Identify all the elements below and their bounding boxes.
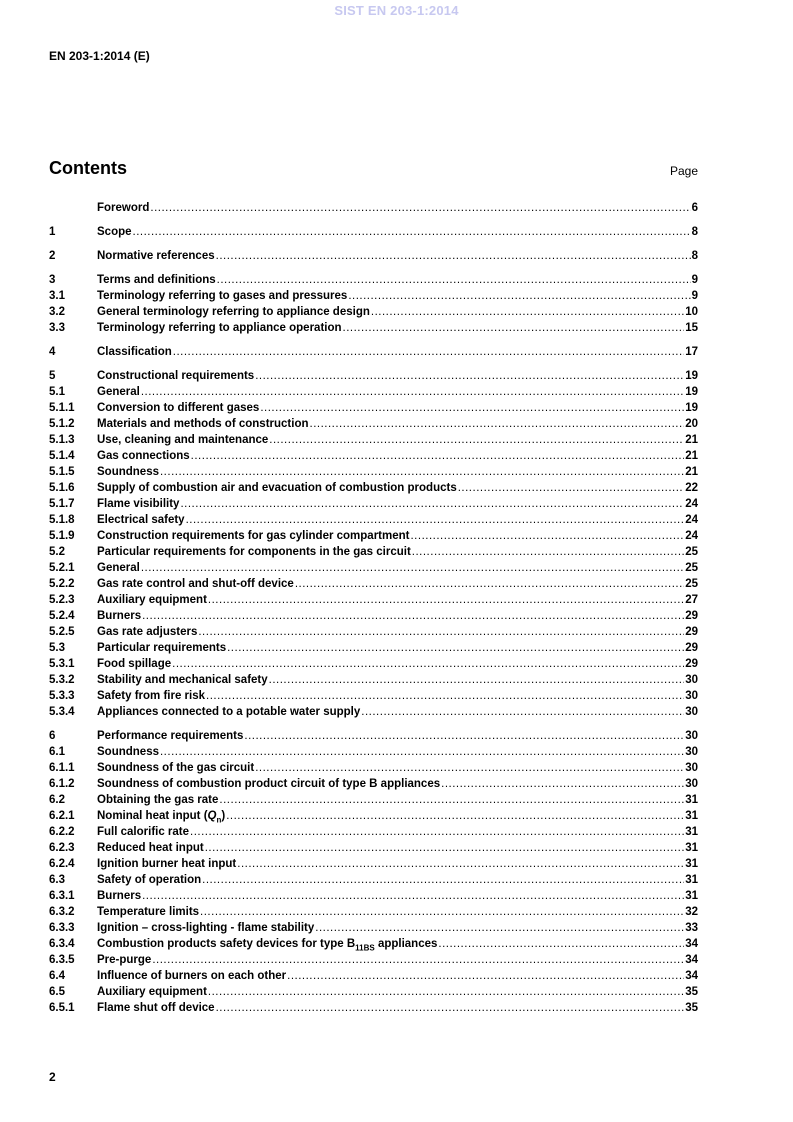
toc-entry-number: 5.1.1: [49, 402, 75, 414]
toc-entry-title: Foreword: [97, 202, 150, 214]
toc-leader-dots: [205, 840, 685, 856]
toc-entry-page: 24: [685, 498, 698, 510]
toc-entry-title: Scope: [97, 226, 132, 238]
toc-leader-dots: [160, 464, 684, 480]
toc-entry-title: Performance requirements: [97, 730, 244, 742]
toc-entry-title: Soundness of combustion product circuit of type B appliances: [97, 778, 441, 790]
toc-entry-5-2-1[interactable]: [49, 560, 698, 576]
toc-leader-dots: [287, 968, 684, 984]
toc-entry-page: 21: [685, 450, 698, 462]
toc-entry-number: 5.2.1: [49, 562, 75, 574]
toc-entry-page: 19: [685, 370, 698, 382]
toc-entry-page: 25: [685, 546, 698, 558]
toc-entry-title: Nominal heat input $(Q_n)$: [97, 810, 226, 825]
toc-leader-dots: [216, 1000, 685, 1016]
toc-entry-number: 5.1.3: [49, 434, 75, 446]
toc-entry-page: 27: [685, 594, 698, 606]
toc-entry-page: 30: [685, 690, 698, 702]
toc-leader-dots: [269, 672, 685, 688]
toc-entry-title: Constructional requirements: [97, 370, 255, 382]
toc-entry-5-1-5[interactable]: [49, 464, 698, 480]
toc-entry-page: 35: [685, 986, 698, 998]
toc-leader-dots: [348, 288, 690, 304]
toc-entry-number: 6.2: [49, 794, 65, 806]
toc-entry-number: 5.2.3: [49, 594, 75, 606]
toc-entry-6-2-3[interactable]: [49, 840, 698, 856]
toc-entry-number: 2: [49, 250, 56, 262]
toc-entry-page: 17: [685, 346, 698, 358]
toc-entry-number: 5.2: [49, 546, 65, 558]
toc-entry-number: 5.1.6: [49, 482, 75, 494]
toc-leader-dots: [458, 480, 684, 496]
toc-entry-title: Reduced heat input: [97, 842, 204, 854]
toc-entry-title: Classification: [97, 346, 172, 358]
toc-leader-dots: [441, 776, 684, 792]
toc-leader-dots: [142, 608, 684, 624]
toc-leader-dots: [206, 688, 684, 704]
page-number: 2: [49, 1070, 56, 1084]
toc-entry-title: Materials and methods of construction: [97, 418, 309, 430]
toc-entry-page: 21: [685, 434, 698, 446]
toc-entry-number: 5: [49, 370, 56, 382]
toc-leader-dots: [172, 656, 684, 672]
toc-entry-number: 6.2.2: [49, 826, 75, 838]
toc-entry-number: 3.1: [49, 290, 65, 302]
toc-entry-number: 5.1.5: [49, 466, 75, 478]
toc-entry-title: Gas rate control and shut-off device: [97, 578, 294, 590]
toc-entry-number: 5.1: [49, 386, 65, 398]
document-id: EN 203-1:2014 (E): [49, 49, 150, 63]
toc-entry-title: Auxiliary equipment: [97, 986, 207, 998]
toc-entry-6-2-4[interactable]: [49, 856, 698, 872]
toc-entry-6-3-4[interactable]: [49, 936, 698, 952]
toc-entry-page: 21: [685, 466, 698, 478]
toc-entry-title: General: [97, 386, 140, 398]
toc-entry-5-3-4[interactable]: [49, 704, 698, 720]
toc-entry-page: 9: [691, 290, 698, 302]
toc-entry-5-1-7[interactable]: [49, 496, 698, 512]
toc-entry-title: Appliances connected to a potable water supply: [97, 706, 361, 718]
toc-entry-page: 31: [685, 874, 698, 886]
toc-entry-6[interactable]: [49, 728, 698, 744]
toc-entry-number: 3.2: [49, 306, 65, 318]
toc-entry-5-3-1[interactable]: [49, 656, 698, 672]
toc-leader-dots: [343, 320, 685, 336]
toc-entry-page: 32: [685, 906, 698, 918]
toc-entry-3-1[interactable]: [49, 288, 698, 304]
toc-entry-1[interactable]: [49, 224, 698, 240]
toc-leader-dots: [141, 384, 684, 400]
toc-entry-6-3-5[interactable]: [49, 952, 698, 968]
toc-entry-title: Influence of burners on each other: [97, 970, 287, 982]
toc-entry-page: 30: [685, 706, 698, 718]
toc-entry-page: 35: [685, 1002, 698, 1014]
toc-entry-5-2-2[interactable]: [49, 576, 698, 592]
toc-entry-page: 31: [685, 842, 698, 854]
toc-entry-number: 6.5.1: [49, 1002, 75, 1014]
toc-entry-title: Ignition – cross-lighting - flame stability: [97, 922, 315, 934]
toc-entry-page: 31: [685, 826, 698, 838]
toc-entry-number: 5.1.2: [49, 418, 75, 430]
toc-entry-title: Safety of operation: [97, 874, 202, 886]
toc-leader-dots: [269, 432, 684, 448]
toc-entry-page: 29: [685, 642, 698, 654]
toc-entry-page: 29: [685, 658, 698, 670]
toc-entry-number: 6: [49, 730, 56, 742]
toc-entry-number: 6.1.2: [49, 778, 75, 790]
toc-entry-number: 6.3.2: [49, 906, 75, 918]
toc-entry-title: General: [97, 562, 140, 574]
toc-entry-5-3-2[interactable]: [49, 672, 698, 688]
toc-entry-page: 24: [685, 514, 698, 526]
toc-leader-dots: [191, 448, 685, 464]
toc-entry-6-1-2[interactable]: [49, 776, 698, 792]
toc-entry-6-3-1[interactable]: [49, 888, 698, 904]
toc-entry-5-1[interactable]: [49, 384, 698, 400]
toc-entry-number: 1: [49, 226, 56, 238]
toc-entry-page: 30: [685, 778, 698, 790]
toc-entry-page: 22: [685, 482, 698, 494]
toc-entry-number: 6.1.1: [49, 762, 75, 774]
toc-entry-title: Temperature limits: [97, 906, 200, 918]
toc-leader-dots: [133, 224, 691, 240]
toc-entry-title: Particular requirements for components in the gas circuit: [97, 546, 411, 558]
toc-leader-dots: [438, 936, 684, 952]
toc-leader-dots: [208, 592, 684, 608]
toc-entry-6-3-2[interactable]: [49, 904, 698, 920]
toc-entry-page: 34: [685, 970, 698, 982]
toc-leader-dots: [371, 304, 684, 320]
toc-entry-3-2[interactable]: [49, 304, 698, 320]
toc-entry-page: 30: [685, 730, 698, 742]
toc-entry-5-1-4[interactable]: [49, 448, 698, 464]
toc-entry-5-1-9[interactable]: [49, 528, 698, 544]
toc-entry-number: 5.2.5: [49, 626, 75, 638]
toc-entry-page: 30: [685, 746, 698, 758]
toc-entry-page: 30: [685, 674, 698, 686]
toc-leader-dots: [141, 560, 684, 576]
toc-entry-page: 31: [685, 890, 698, 902]
toc-leader-dots: [190, 824, 684, 840]
table-of-contents: [49, 200, 698, 1016]
toc-leader-dots: [173, 344, 684, 360]
toc-leader-dots: [202, 872, 684, 888]
toc-entry-5-2-5[interactable]: [49, 624, 698, 640]
toc-entry-4[interactable]: [49, 344, 698, 360]
toc-entry-title: Particular requirements: [97, 642, 227, 654]
toc-leader-dots: [410, 528, 684, 544]
toc-leader-dots: [217, 272, 691, 288]
toc-entry-title: Combustion products safety devices for type $B_{11BS}$ appliances: [97, 938, 438, 953]
toc-entry-5-1-8[interactable]: [49, 512, 698, 528]
toc-entry-number: 3: [49, 274, 56, 286]
toc-entry-page: 29: [685, 626, 698, 638]
toc-leader-dots: [310, 416, 685, 432]
toc-entry-page: 31: [685, 810, 698, 822]
toc-entry-page: 15: [685, 322, 698, 334]
toc-entry-title: Soundness: [97, 466, 159, 478]
toc-leader-dots: [198, 624, 684, 640]
toc-leader-dots: [315, 920, 684, 936]
toc-entry-5-3-3[interactable]: [49, 688, 698, 704]
toc-entry-6-3[interactable]: [49, 872, 698, 888]
toc-entry-page: 8: [691, 226, 698, 238]
toc-entry-title: Stability and mechanical safety: [97, 674, 268, 686]
toc-entry-title: Gas connections: [97, 450, 190, 462]
toc-entry-title: Burners: [97, 610, 142, 622]
toc-entry-page: 25: [685, 578, 698, 590]
toc-entry-number: 3.3: [49, 322, 65, 334]
toc-entry-page: 33: [685, 922, 698, 934]
toc-entry-page: 19: [685, 402, 698, 414]
toc-entry-number: 6.2.3: [49, 842, 75, 854]
toc-entry-title: Obtaining the gas rate: [97, 794, 219, 806]
toc-entry-title: Use, cleaning and maintenance: [97, 434, 269, 446]
toc-entry-number: 6.3.3: [49, 922, 75, 934]
toc-leader-dots: [208, 984, 684, 1000]
toc-entry-6-1-1[interactable]: [49, 760, 698, 776]
toc-entry-number: 5.2.2: [49, 578, 75, 590]
toc-entry-5-1-2[interactable]: [49, 416, 698, 432]
page-title: Contents: [49, 158, 127, 178]
toc-entry-5-2-4[interactable]: [49, 608, 698, 624]
toc-entry-6-2-2[interactable]: [49, 824, 698, 840]
toc-entry-page: 20: [685, 418, 698, 430]
toc-entry-title: Auxiliary equipment: [97, 594, 207, 606]
toc-entry-number: 5.3.3: [49, 690, 75, 702]
toc-entry-title: Construction requirements for gas cylinder compartment: [97, 530, 410, 542]
toc-leader-dots: [226, 808, 684, 824]
page-column-label: Page: [669, 164, 698, 178]
toc-entry-number: 6.3.1: [49, 890, 75, 902]
toc-entry-title: Conversion to different gases: [97, 402, 260, 414]
toc-entry-5-1-3[interactable]: [49, 432, 698, 448]
toc-leader-dots: [160, 744, 684, 760]
toc-leader-dots: [361, 704, 684, 720]
toc-leader-dots: [219, 792, 684, 808]
toc-leader-dots: [152, 952, 684, 968]
toc-leader-dots: [186, 512, 685, 528]
toc-entry-number: 5.3: [49, 642, 65, 654]
toc-entry-number: 5.1.7: [49, 498, 75, 510]
toc-entry-number: 6.3: [49, 874, 65, 886]
toc-entry-number: 6.1: [49, 746, 65, 758]
toc-entry-6-2[interactable]: [49, 792, 698, 808]
toc-entry-number: 5.2.4: [49, 610, 75, 622]
toc-entry-3-3[interactable]: [49, 320, 698, 336]
watermark: SIST EN 203-1:2014: [334, 3, 459, 18]
toc-entry-title: Ignition burner heat input: [97, 858, 237, 870]
toc-entry-page: 29: [685, 610, 698, 622]
toc-entry-number: 5.1.8: [49, 514, 75, 526]
toc-entry-6-3-3[interactable]: [49, 920, 698, 936]
toc-leader-dots: [295, 576, 684, 592]
toc-entry-title: Supply of combustion air and evacuation of combustion products: [97, 482, 457, 494]
toc-entry-title: Flame visibility: [97, 498, 180, 510]
toc-entry-number: 6.3.5: [49, 954, 75, 966]
toc-leader-dots: [200, 904, 684, 920]
toc-entry-page: 30: [685, 762, 698, 774]
toc-entry-6-5-1[interactable]: [49, 1000, 698, 1016]
toc-entry-title: Terms and definitions: [97, 274, 216, 286]
toc-leader-dots: [142, 888, 684, 904]
toc-entry-title: Soundness of the gas circuit: [97, 762, 255, 774]
toc-entry-6-2-1[interactable]: [49, 808, 698, 824]
toc-leader-dots: [237, 856, 684, 872]
toc-entry-title: Terminology referring to appliance operation: [97, 322, 342, 334]
toc-entry-number: 5.3.4: [49, 706, 75, 718]
toc-entry-title: General terminology referring to appliance design: [97, 306, 370, 318]
toc-entry-number: 6.4: [49, 970, 65, 982]
toc-entry-title: Flame shut off device: [97, 1002, 215, 1014]
toc-entry-number: 6.3.4: [49, 938, 75, 950]
toc-entry-title: Gas rate adjusters: [97, 626, 198, 638]
toc-entry-number: 6.2.1: [49, 810, 75, 822]
toc-entry-number: 5.1.4: [49, 450, 75, 462]
toc-entry-number: 5.1.9: [49, 530, 75, 542]
toc-entry-5-3[interactable]: [49, 640, 698, 656]
toc-leader-dots: [255, 368, 684, 384]
toc-entry-5-2[interactable]: [49, 544, 698, 560]
toc-entry-title: Terminology referring to gases and pressures: [97, 290, 348, 302]
toc-entry-foreword[interactable]: [49, 200, 698, 216]
toc-entry-page: 19: [685, 386, 698, 398]
toc-entry-6-4[interactable]: [49, 968, 698, 984]
toc-entry-title: Soundness: [97, 746, 159, 758]
toc-entry-title: Normative references: [97, 250, 215, 262]
toc-entry-6-5[interactable]: [49, 984, 698, 1000]
toc-entry-title: Pre-purge: [97, 954, 152, 966]
toc-entry-page: 31: [685, 794, 698, 806]
toc-leader-dots: [260, 400, 684, 416]
toc-leader-dots: [180, 496, 684, 512]
toc-entry-page: 10: [685, 306, 698, 318]
toc-leader-dots: [255, 760, 684, 776]
toc-leader-dots: [216, 248, 691, 264]
toc-entry-5-1-1[interactable]: [49, 400, 698, 416]
toc-leader-dots: [412, 544, 684, 560]
toc-entry-number: 6.2.4: [49, 858, 75, 870]
toc-entry-title: Food spillage: [97, 658, 172, 670]
toc-entry-3[interactable]: [49, 272, 698, 288]
toc-entry-number: 5.3.2: [49, 674, 75, 686]
toc-leader-dots: [227, 640, 684, 656]
toc-entry-number: 4: [49, 346, 56, 358]
toc-entry-title: Burners: [97, 890, 142, 902]
toc-entry-title: Electrical safety: [97, 514, 185, 526]
toc-entry-title: Full calorific rate: [97, 826, 190, 838]
toc-entry-page: 25: [685, 562, 698, 574]
toc-entry-page: 9: [691, 274, 698, 286]
toc-entry-page: 24: [685, 530, 698, 542]
toc-entry-number: 5.3.1: [49, 658, 75, 670]
toc-entry-2[interactable]: [49, 248, 698, 264]
toc-entry-title: Safety from fire risk: [97, 690, 206, 702]
toc-entry-5-1-6[interactable]: [49, 480, 698, 496]
toc-entry-page: 6: [691, 202, 698, 214]
toc-leader-dots: [244, 728, 684, 744]
toc-entry-number: 6.5: [49, 986, 65, 998]
toc-entry-5[interactable]: [49, 368, 698, 384]
toc-entry-page: 34: [685, 954, 698, 966]
toc-leader-dots: [150, 200, 690, 216]
toc-entry-page: 8: [691, 250, 698, 262]
toc-entry-5-2-3[interactable]: [49, 592, 698, 608]
toc-entry-page: 31: [685, 858, 698, 870]
toc-entry-6-1[interactable]: [49, 744, 698, 760]
toc-entry-page: 34: [685, 938, 698, 950]
